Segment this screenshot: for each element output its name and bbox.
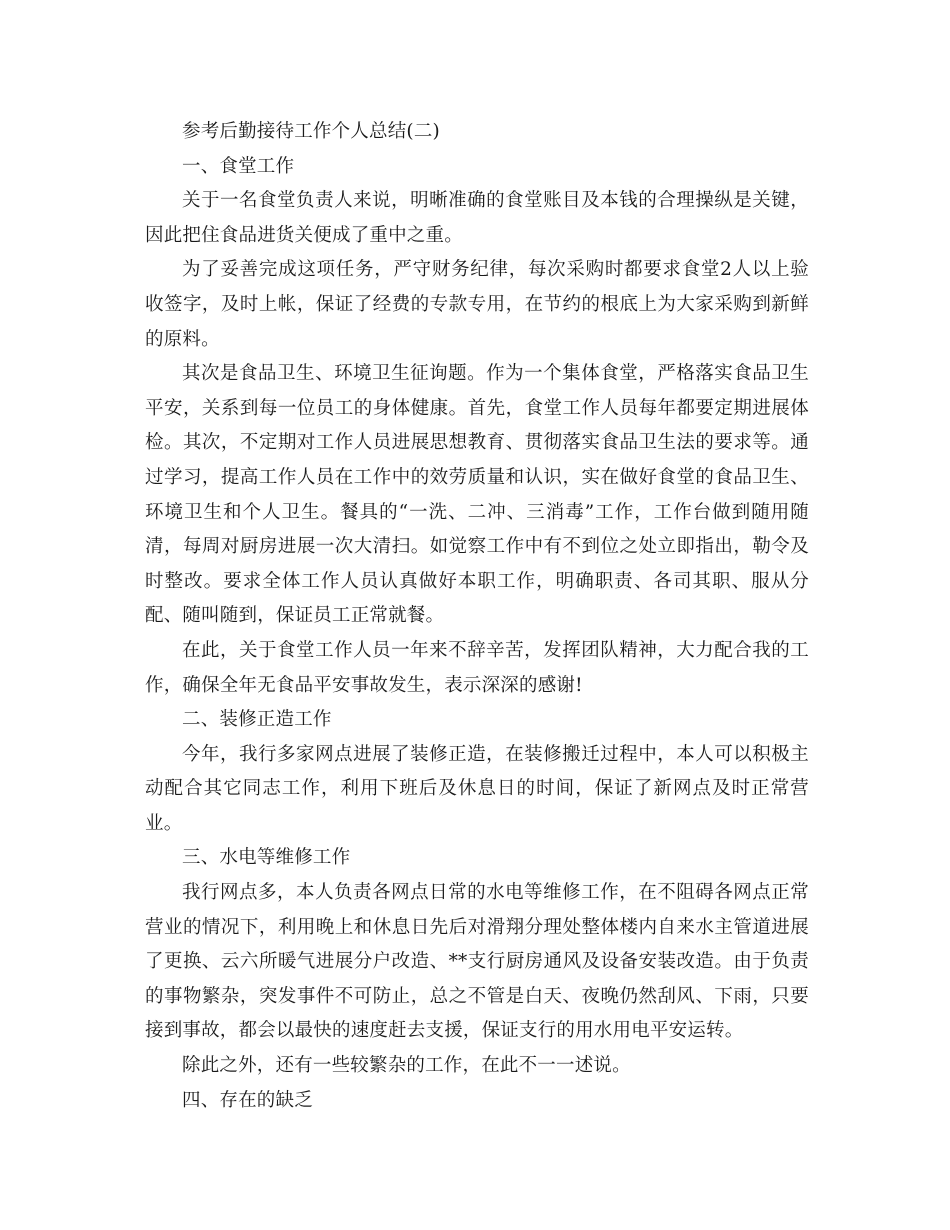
paragraph: 关于一名食堂负责人来说，明晰准确的食堂账目及本钱的合理操纵是关键，因此把住食品进货关便成了重中之重。: [145, 190, 809, 246]
document-body: [145, 115, 809, 1118]
paragraph: 为了妥善完成这项任务，严守财务纪律，每次采购时都要求食堂2人以上验收签字，及时上帐，保证了经费的专款专用，在节约的根底上为大家采购到新鲜的原料。: [145, 259, 809, 350]
paragraph: 我行网点多，本人负责各网点日常的水电等维修工作，在不阻碍各网点正常营业的情况下，利用晚上和休息日先后对滑翔分理处整体楼内自来水主管道进展了更换、云六所暖气进展分户改造、**支行厨房通风及设备安装改造。由于负责的事物繁杂，突发事件不可防止，总之不管是白天、夜晚仍然刮风、下雨，只要接到事故，都会以最快的速度赶去支援，保证支行的用水用电平安运转。: [145, 882, 809, 1042]
paragraph: 今年，我行多家网点进展了装修正造，在装修搬迁过程中，本人可以积极主动配合其它同志工作，利用下班后及休息日的时间，保证了新网点及时正常营业。: [145, 743, 809, 834]
document-title: 参考后勤接待工作个人总结(二): [182, 121, 440, 142]
section-heading-maintenance: 三、水电等维修工作: [182, 847, 351, 869]
section-heading-renovation: 二、装修正造工作: [182, 709, 332, 731]
section-heading-canteen: 一、食堂工作: [182, 155, 295, 177]
paragraph: 除此之外，还有一些较繁杂的工作，在此不一一述说。: [182, 1055, 631, 1077]
section-heading-shortcomings: 四、存在的缺乏: [182, 1089, 313, 1111]
paragraph: 在此，关于食堂工作人员一年来不辞辛苦，发挥团队精神，大力配合我的工作，确保全年无食品平安事故发生，表示深深的感谢!: [145, 639, 809, 696]
paragraph: 其次是食品卫生、环境卫生征询题。作为一个集体食堂，严格落实食品卫生平安，关系到每一位员工的身体健康。首先，食堂工作人员每年都要定期进展体检。其次，不定期对工作人员进展思想教育、贯彻落实食品卫生法的要求等。通过学习，提高工作人员在工作中的效劳质量和认识，实在做好食堂的食品卫生、环境卫生和个人卫生。餐具的“一洗、二冲、三消毒”工作，工作台做到随用随清，每周对厨房进展一次大清扫。如觉察工作中有不到位之处立即指出，勒令及时整改。要求全体工作人员认真做好本职工作，明确职责、各司其职、服从分配、随叫随到，保证员工正常就餐。: [145, 363, 809, 627]
